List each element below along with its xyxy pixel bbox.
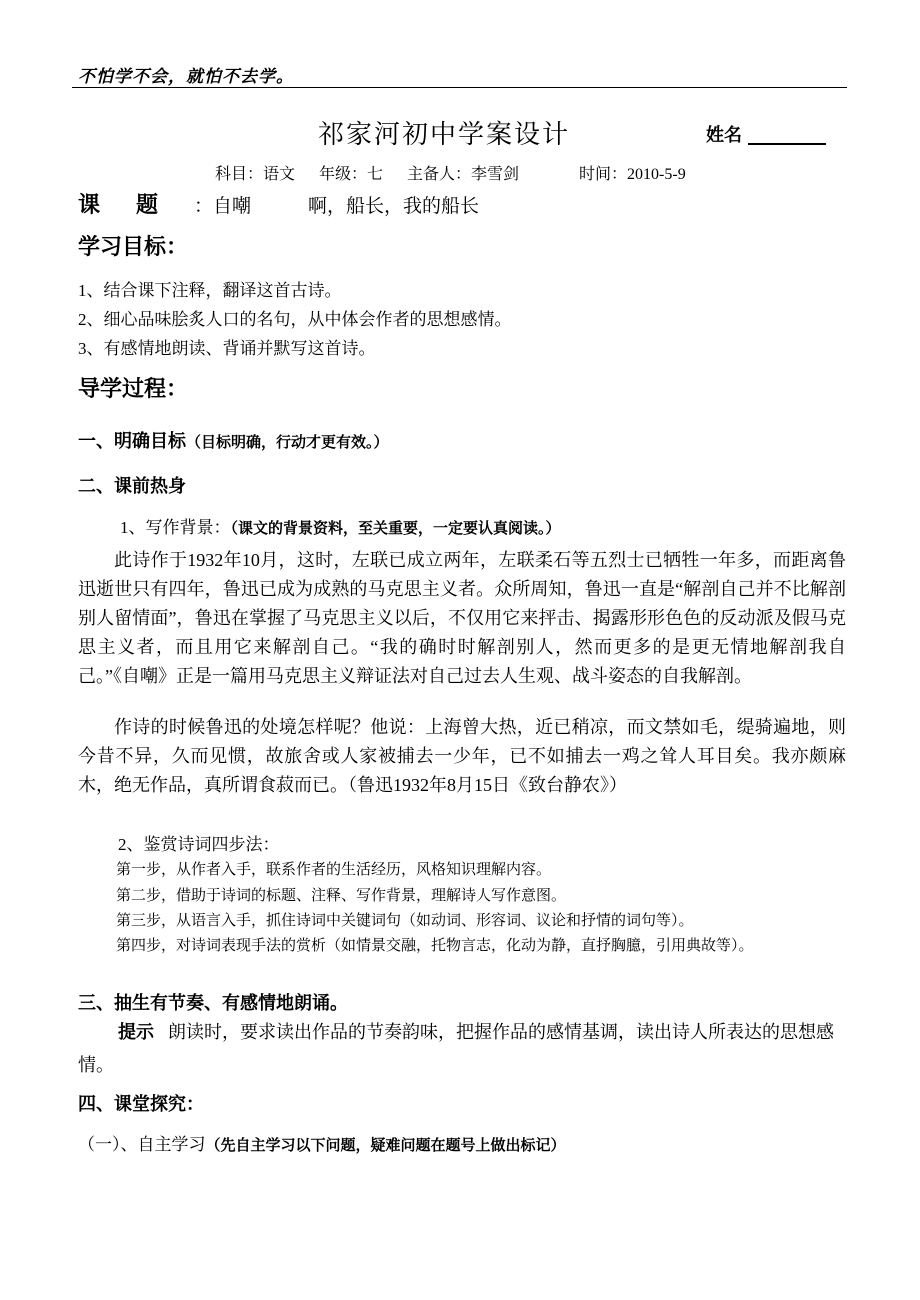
objective-item: 3、有感情地朗读、背诵并默写这首诗。: [78, 339, 376, 358]
objective-item: 2、细心品味脍炙人口的名句，从中体会作者的思想感情。: [78, 310, 512, 329]
topic-colon: ：: [194, 196, 214, 217]
header-rule: [72, 87, 847, 88]
method-step: 第四步，对诗词表现手法的赏析（如情景交融，托物言志，化动为静，直抒胸臆，引用典故等）。: [116, 936, 754, 954]
topic-line: [78, 188, 479, 219]
background-note: （课文的背景资料，至关重要，一定要认真阅读。）: [230, 519, 561, 537]
self-study-title: [78, 1130, 566, 1155]
background-label: 1、写作背景：: [120, 518, 231, 537]
method-step: 第二步，借助于诗词的标题、注释、写作背景，理解诗人写作意图。: [116, 886, 567, 904]
section-1-label: 一、明确目标: [78, 431, 186, 452]
section-4-title: 四、课堂探究：: [78, 1094, 204, 1115]
background-paragraph-1: 此诗作于1932年10月，这时，左联已成立两年，左联柔石等五烈士已牺牲一年多，而距离鲁迅逝世只有四年，鲁迅已成为成熟的马克思主义者。众所周知，鲁迅一直是“解剖自己并不比解剖别人留情面”，鲁迅在掌握了马克思主义以后，不仅用它来抨击、揭露形形色色的反动派及假马克思主义者，而且用它来解剖自己。“我的确时时解剖别人，然而更多的是更无情地解剖我自己。”《自嘲》正是一篇用马克思主义辩证法对自己过去人生观、战斗姿态的自我解剖。: [78, 550, 846, 686]
method-step: 第三步，从语言入手，抓住诗词中关键词句（如动词、形容词、议论和抒情的词句等）。: [116, 911, 694, 929]
tip-text: 朗读时，要求读出作品的节奏韵味，把握作品的感情基调，读出诗人所表达的思想感情。: [78, 1022, 834, 1075]
method-step: 第一步，从作者入手，联系作者的生活经历，风格知识理解内容。: [116, 860, 552, 878]
self-study-note: （先自主学习以下问题，疑难问题在题号上做出标记）: [205, 1136, 566, 1154]
section-2-title: 二、课前热身: [78, 476, 186, 497]
self-study-label: （一）、自主学习: [78, 1135, 206, 1154]
background-title: [120, 513, 561, 538]
topic-text: 自嘲 啊，船长，我的船长: [213, 196, 480, 217]
section-1-title: [78, 427, 389, 453]
meta-preparer: 主备人：李雪剑: [407, 166, 520, 183]
meta-grade: 年级：七: [319, 166, 384, 183]
background-paragraph-2: 作诗的时候鲁迅的处境怎样呢？他说：上海曾大热，近已稍凉，而文禁如毛，缇骑遍地，则今昔不异，久而见惯，故旅舍或人家被捕去一少年，已不如捕去一鸡之耸人耳目矣。我亦颇麻木，绝无作品，真所谓食菽而已。（鲁迅1932年8月15日《致台静农》）: [78, 717, 846, 795]
section-1-note: （目标明确，行动才更有效。）: [186, 433, 389, 451]
objectives-heading: 学习目标：: [78, 235, 189, 260]
reading-tip: [78, 1016, 846, 1082]
name-label: 姓名: [706, 125, 742, 146]
tip-label: 提示: [118, 1022, 154, 1043]
name-field-line[interactable]: [748, 143, 826, 145]
section-3-title: 三、抽生有节奏、有感情地朗诵。: [78, 993, 348, 1014]
page-title: 祁家河初中学案设计: [318, 120, 571, 149]
objective-item: 1、结合课下注释，翻译这首古诗。: [78, 281, 342, 300]
meta-subject: 科目：语文: [215, 166, 296, 183]
motto: 不怕学不会，就怕不去学。: [78, 67, 294, 86]
meta-line: [215, 161, 706, 184]
process-heading: 导学过程：: [78, 377, 189, 402]
topic-label: 课题: [78, 192, 195, 217]
meta-time: 时间：2010-5-9: [579, 166, 686, 183]
method-title: 2、鉴赏诗词四步法：: [118, 835, 280, 854]
